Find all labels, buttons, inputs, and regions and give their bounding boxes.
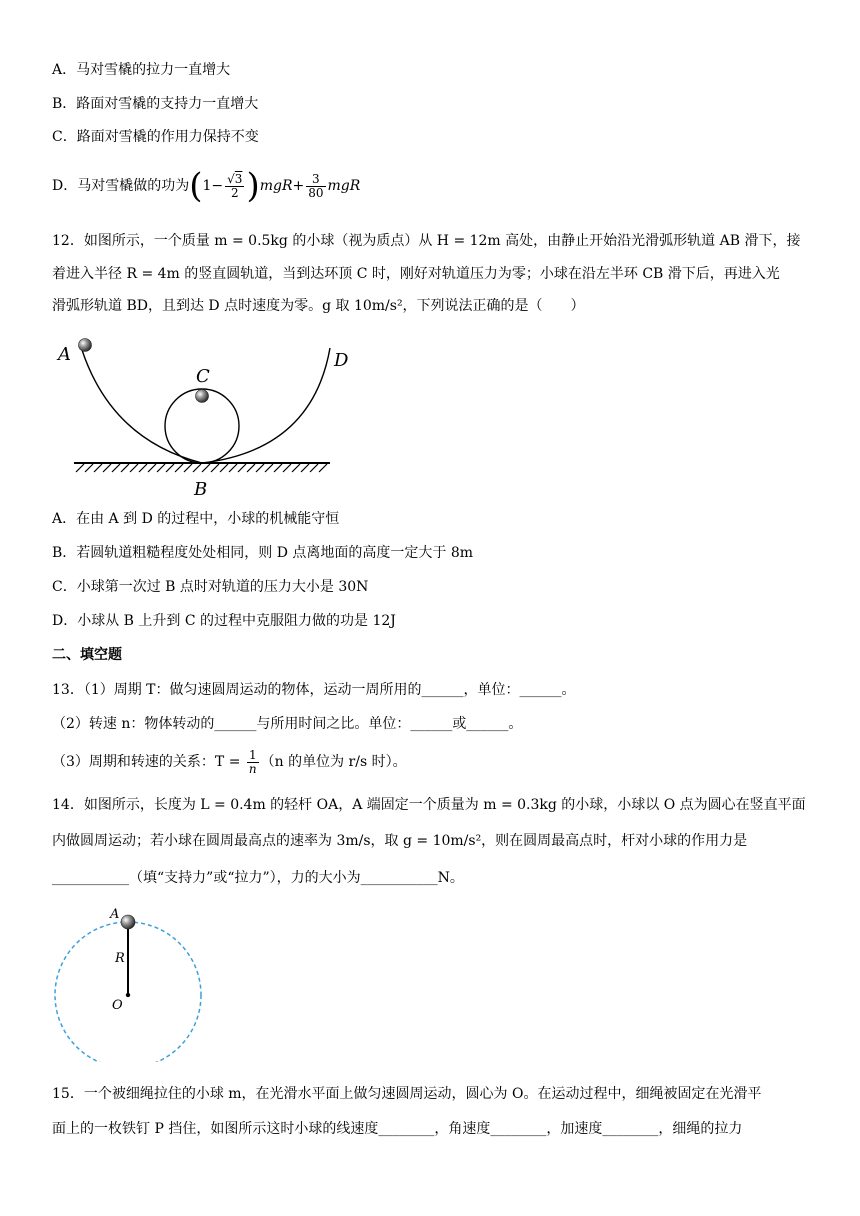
q14-line2: 内做圆周运动；若小球在圆周最高点的速率为 3m/s，取 g = 10m/s²，则在圆周最高点时，杆对小球的作用力是 (52, 833, 748, 849)
label-b: B (194, 479, 208, 500)
q12-stem-line2: 着进入半径 R = 4m 的竖直圆轨道，当到达环顶 C 时，刚好对轨道压力为零；小球在沿左半环 CB 滑下后，再进入光 (52, 266, 780, 282)
q12-option-a: A．在由 A 到 D 的过程中，小球的机械能守恒 (52, 511, 340, 527)
q14-circle-figure (52, 902, 212, 1062)
section-title: 二、填空题 (52, 647, 122, 663)
track-arc-ab (82, 350, 202, 463)
label-c: C (196, 366, 210, 387)
ball-at-c (196, 390, 209, 403)
q11-option-d-prefix: D．马对雪橇做的功为 (52, 178, 190, 194)
q15-line2: 面上的一枚铁钉 P 挡住，如图所示这时小球的线速度________，角速度________，加速度________，细绳的拉力 (52, 1121, 743, 1137)
label-a: A (110, 907, 120, 922)
q12-track-figure (52, 330, 372, 500)
label-o: O (112, 998, 123, 1013)
one-over-n-fraction: $\frac{1}{n}$ (248, 747, 257, 776)
q12-option-c: C．小球第一次过 B 点时对轨道的压力大小是 30N (52, 579, 369, 595)
sqrt3-over-2-fraction: $\frac{√3}{2}$ (227, 171, 243, 200)
three-over-eighty-fraction: $\frac{3}{80}$ (308, 171, 324, 200)
q11-option-d: D．马对雪橇做的功为(1− $\frac{√3}{2}$ )mgR+ $\frac{3}{80}$ mgR (52, 166, 361, 206)
ground-hatching (76, 464, 327, 472)
q11-option-c: C．路面对雪橇的作用力保持不变 (52, 129, 259, 145)
q14-line1: 14．如图所示，长度为 L = 0.4m 的轻杆 OA，A 端固定一个质量为 m = 0.3kg 的小球，小球以 O 点为圆心在竖直平面 (52, 797, 806, 813)
q12-stem-line1: 12．如图所示，一个质量 m = 0.5kg 的小球（视为质点）从 H = 12m 高处，由静止开始沿光滑弧形轨道 AB 滑下，接 (52, 233, 801, 249)
label-r: R (115, 951, 125, 966)
mgr-term-2: mgR (327, 178, 361, 194)
pivot-o (126, 993, 130, 997)
mgr-term-1: mgR (259, 178, 293, 194)
q12-option-d: D．小球从 B 上升到 C 的过程中克服阻力做的功是 12J (52, 613, 396, 629)
ball-at-a (79, 339, 92, 352)
q13-line3: （3）周期和转速的关系：T = $\frac{1}{n}$ （n 的单位为 r/s 时）。 (52, 747, 407, 776)
q11-option-a: A．马对雪橇的拉力一直增大 (52, 62, 231, 78)
label-d: D (334, 350, 349, 371)
q12-option-b: B．若圆轨道粗糙程度处处相同，则 D 点离地面的高度一定大于 8m (52, 545, 474, 561)
q13-line1: 13．（1）周期 T：做匀速圆周运动的物体，运动一周所用的______，单位：______。 (52, 682, 576, 698)
track-arc-bd (202, 348, 330, 463)
q14-line3: ___________（填“支持力”或“拉力”），力的大小为___________N。 (52, 870, 464, 886)
q12-stem-line3: 滑弧形轨道 BD，且到达 D 点时速度为零。g 取 10m/s²，下列说法正确的是（ ） (52, 298, 585, 314)
q15-line1: 15．一个被细绳拉住的小球 m，在光滑水平面上做匀速圆周运动，圆心为 O。在运动过程中，细绳被固定在光滑平 (52, 1086, 762, 1102)
ball-a (121, 915, 135, 929)
label-a: A (58, 344, 71, 365)
q13-line2: （2）转速 n：物体转动的______与所用时间之比。单位：______或______。 (52, 716, 523, 732)
q11-option-b: B．路面对雪橇的支持力一直增大 (52, 96, 259, 112)
